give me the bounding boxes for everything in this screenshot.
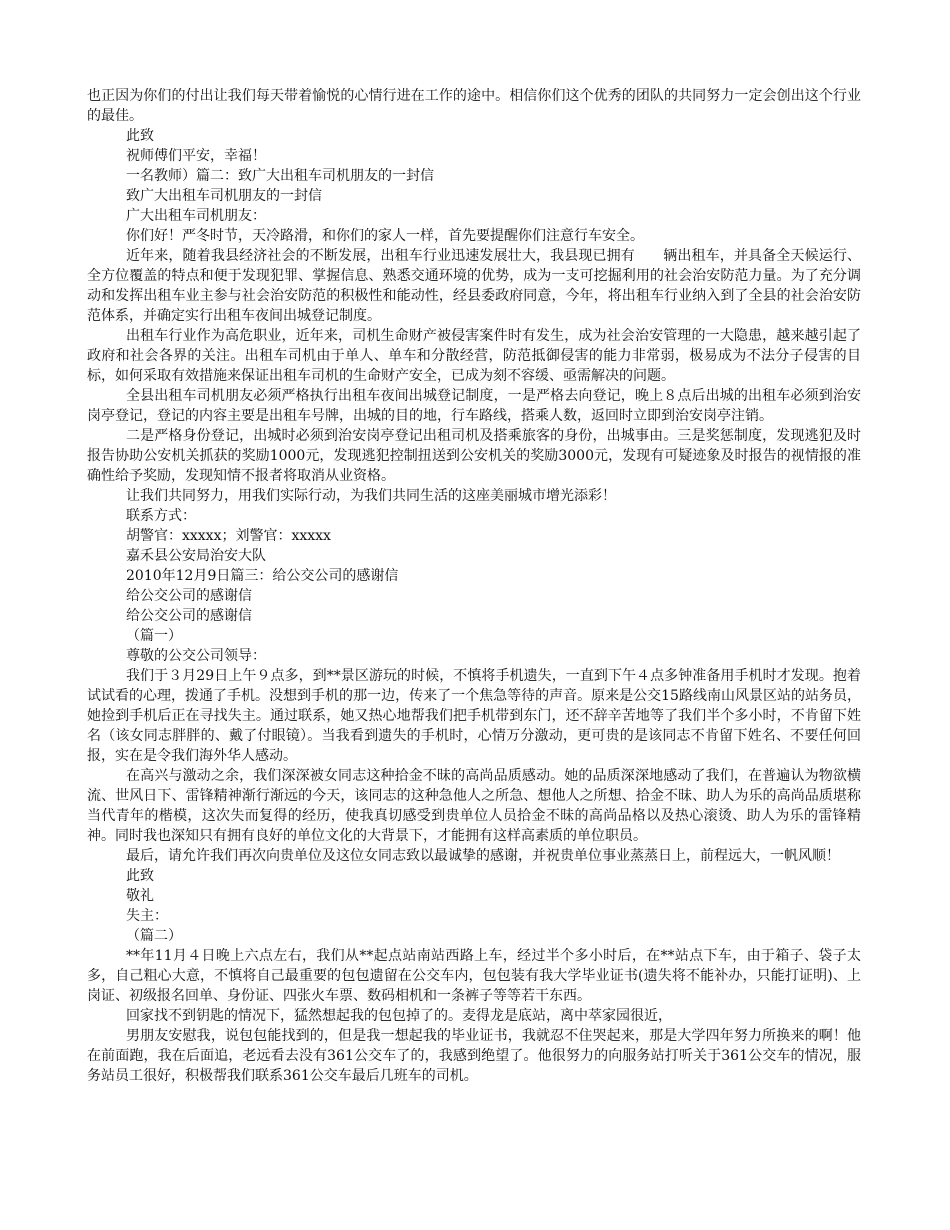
paragraph: 在高兴与激动之余，我们深深被女同志这种拾金不昧的高尚品质感动。她的品质深深地感动了我们，在普遍认为物欲横流、世风日下、雷锋精神渐行渐远的今天，该同志的这种急他人之所急、想他人之所想、拾金不昧、助人为乐的高尚品质堪称当代青年的楷模，这次失而复得的经历，使我真切感受到贵单位人员拾金不昧的高尚品格以及热心滚烫、助人为乐的雷锋精神。同时我也深知只有拥有良好的单位文化的大背景下，才能拥有这样高素质的单位职员。: [87, 768, 861, 844]
paragraph: 尊敬的公交公司领导：: [126, 648, 266, 664]
document-body: [87, 86, 861, 1086]
paragraph: 致广大出租车司机朋友的一封信: [126, 188, 322, 204]
paragraph: 全县出租车司机朋友必须严格执行出租车夜间出城登记制度，一是严格去向登记，晚上８点后出城的出租车必须到治安岗亭登记，登记的内容主要是出租车号牌，出城的目的地，行车路线，搭乘人数，返回时立即到治安岗亭注销。: [87, 388, 861, 424]
paragraph: 广大出租车司机朋友：: [126, 208, 266, 224]
paragraph: 你们好！严冬时节，天冷路滑，和你们的家人一样，首先要提醒你们注意行车安全。: [126, 228, 644, 244]
paragraph: 给公交公司的感谢信: [126, 588, 252, 604]
paragraph: 让我们共同努力，用我们实际行动，为我们共同生活的这座美丽城市增光添彩！: [126, 488, 616, 504]
paragraph: 此致: [126, 128, 154, 144]
paragraph: 敬礼: [126, 888, 154, 904]
paragraph: （篇二）: [126, 928, 182, 944]
paragraph: 胡警官：xxxxx；刘警官：xxxxx: [126, 528, 331, 544]
paragraph: 2010年12月9日篇三：给公交公司的感谢信: [126, 568, 399, 584]
paragraph: 近年来，随着我县经济社会的不断发展，出租车行业迅速发展壮大，我县现已拥有 辆出租车，并具备全天候运行、全方位覆盖的特点和便于发现犯罪、掌握信息、熟悉交通环境的优势，成为一支可挖掘利用的社会治安防范力量。为了充分调动和发挥出租车业主参与社会治安防范的积极性和能动性，经县委政府同意，今年，将出租车行业纳入到了全县的社会治安防范体系，并确定实行出租车夜间出城登记制度。: [87, 248, 861, 324]
paragraph: （篇一）: [126, 628, 182, 644]
paragraph: 失主：: [126, 908, 168, 924]
paragraph: 回家找不到钥匙的情况下，猛然想起我的包包掉了的。麦得龙是底站，离中萃家园很近，: [126, 1008, 672, 1024]
paragraph: 联系方式：: [126, 508, 196, 524]
paragraph: 也正因为你们的付出让我们每天带着愉悦的心情行进在工作的途中。相信你们这个优秀的团队的共同努力一定会创出这个行业的最佳。: [87, 88, 861, 124]
paragraph: 祝师傅们平安，幸福！: [126, 148, 266, 164]
paragraph: 出租车行业作为高危职业，近年来，司机生命财产被侵害案件时有发生，成为社会治安管理的一大隐患，越来越引起了政府和社会各界的关注。出租车司机由于单人、单车和分散经营，防范抵御侵害的能力非常弱，极易成为不法分子侵害的目标，如何采取有效措施来保证出租车司机的生命财产安全，已成为刻不容缓、亟需解决的问题。: [87, 328, 861, 384]
paragraph: 二是严格身份登记，出城时必须到治安岗亭登记出租司机及搭乘旅客的身份，出城事由。三是奖惩制度，发现逃犯及时报告协助公安机关抓获的奖励1000元，发现逃犯控制扭送到公安机关的奖励3000元，发现有可疑迹象及时报告的视情报的准确性给予奖励，发现知情不报者将取消从业资格。: [87, 428, 861, 484]
paragraph: **年11月４日晚上六点左右，我们从**起点站南站西路上车，经过半个多小时后，在**站点下车，由于箱子、袋子太多，自己粗心大意，不慎将自己最重要的包包遗留在公交车内，包包装有我大学毕业证书(遗失将不能补办，只能打证明)、上岗证、初级报名回单、身份证、四张火车票、数码相机和一条裤子等等若干东西。: [87, 948, 861, 1004]
paragraph: 男朋友安慰我，说包包能找到的，但是我一想起我的毕业证书，我就忍不住哭起来，那是大学四年努力所换来的啊！他在前面跑，我在后面追，老远看去没有361公交车了的，我感到绝望了。他很努力的向服务站打听关于361公交车的情况，服务站员工很好，积极帮我们联系361公交车最后几班车的司机。: [87, 1028, 861, 1084]
paragraph: 一名教师）篇二：致广大出租车司机朋友的一封信: [126, 168, 434, 184]
paragraph: 此致: [126, 868, 154, 884]
paragraph: 嘉禾县公安局治安大队: [126, 548, 266, 564]
paragraph: 我们于３月29日上午９点多，到**景区游玩的时候，不慎将手机遗失，一直到下午４点多钟准备用手机时才发现。抱着试试看的心理，拨通了手机。没想到手机的那一边，传来了一个焦急等待的声音。原来是公交15路线南山风景区站的站务员，她捡到手机后正在寻找失主。通过联系，她又热心地帮我们把手机带到东门，还不辞辛苦地等了我们半个多小时，不肯留下姓名（该女同志胖胖的、戴了付眼镜）。当我看到遗失的手机时，心情万分激动，更可贵的是该同志不肯留下姓名、不要任何回报，实在是令我们海外华人感动。: [87, 668, 861, 764]
paragraph: 给公交公司的感谢信: [126, 608, 252, 624]
paragraph: 最后，请允许我们再次向贵单位及这位女同志致以最诚挚的感谢，并祝贵单位事业蒸蒸日上，前程远大，一帆风顺！: [126, 848, 840, 864]
